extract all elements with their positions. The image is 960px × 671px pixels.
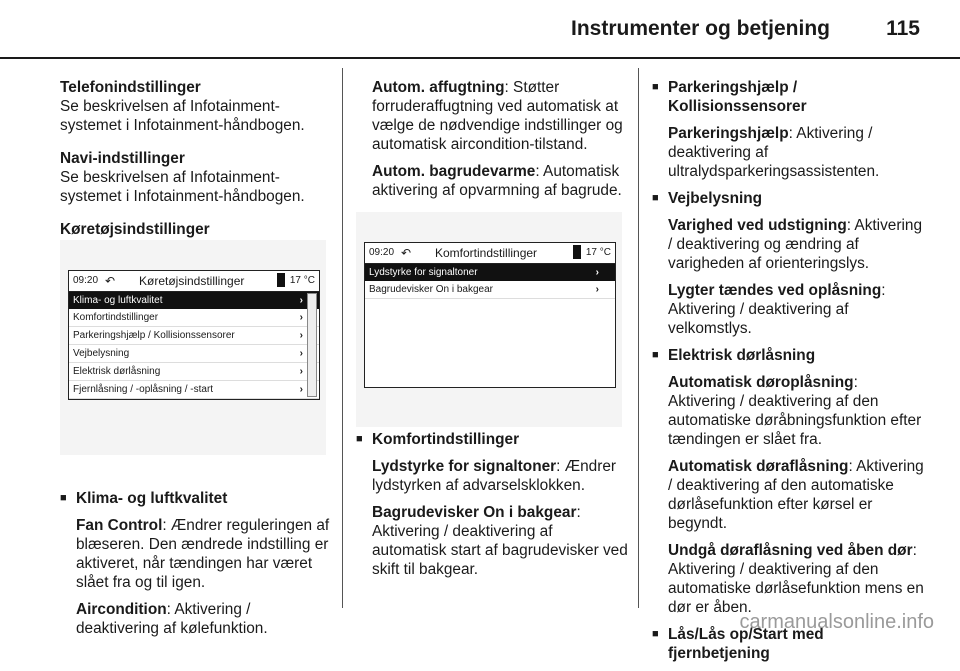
setting-text: : Aktivering / deaktivering af den automatiske dørlåsefunktion mens en dør er åben. [668,542,924,616]
section-heading: Telefonindstillinger [60,79,201,96]
column-divider [638,68,639,608]
section-heading: Køretøjsindstillinger [60,221,210,238]
display-topbar [365,243,615,264]
menu-item[interactable]: Parkeringshjælp / Kollisionssensorer › [69,327,319,345]
setting-auto-lock [652,457,928,533]
setting-label: Autom. affugtning [372,79,505,96]
section-body: Se beskrivelsen af Infotainment-systemet i Infotainment-håndbogen. [60,169,305,205]
chevron-right-icon: › [299,295,303,306]
back-icon: ↶ [105,274,116,288]
empty-area [365,299,615,387]
setting-text: : Automatisk aktivering af opvarmning af bagrude. [372,163,622,199]
setting-text: : Støtter forruderaffugtning ved automatisk at vælge de nødvendige indstillinger og automatisk aircondition-tilstand. [372,79,623,153]
comfort-settings-screenshot [356,212,622,427]
scrollbar[interactable] [307,293,317,397]
menu-item[interactable]: Komfortindstillinger › [69,309,319,327]
page-number: 115 [886,17,920,40]
menu-item[interactable]: Vejbelysning › [69,345,319,363]
setting-open-door [652,541,928,617]
page-title: Instrumenter og betjening [570,17,830,40]
setting-label: Autom. bagrudevarme [372,163,536,180]
chevron-right-icon: › [299,312,303,323]
setting-ac [60,600,332,638]
setting-text: : Ændrer reguleringen af blæseren. Den ændrede indstilling er aktiveret, når tændingen har været slået fra og til igen. [76,517,330,591]
temperature: 17 °C [585,247,611,258]
chevron-right-icon: › [595,267,599,278]
setting-wiper [356,503,628,579]
setting-rear-heat [356,162,628,200]
section-heading: Navi-indstillinger [60,150,185,167]
vehicle-settings-screenshot [60,240,326,455]
setting-text: : Aktivering / deaktivering af automatisk start af bagrudevisker ved skift til bakgear. [372,504,628,578]
section-vehicle [60,220,332,239]
setting-label: Automatisk døraflåsning [668,458,849,475]
setting-label: Lygter tændes ved oplåsning [668,282,882,299]
setting-label: Fan Control [76,517,163,534]
thermometer-icon [277,273,285,287]
setting-welcome-lights [652,281,928,338]
setting-label: Aircondition [76,601,167,618]
setting-parking [652,124,928,181]
section-telephone [60,78,332,135]
screen-title: Komfortindstillinger [435,246,538,260]
setting-label: Automatisk døroplåsning [668,374,854,391]
chevron-right-icon: › [299,366,303,377]
setting-text: : Aktivering / deaktivering af den automatiske døråbningsfunktion efter tændingen er slået fra. [668,374,922,448]
setting-text: : Aktivering / deaktivering af ultralydsparkeringsassistenten. [668,125,880,180]
bullet-heading: ■ Parkeringshjælp / Kollisionssensorer [652,78,928,116]
header-rule [0,57,960,59]
setting-text: : Aktivering / deaktivering af kølefunktion. [76,601,268,637]
setting-label: Undgå døraflåsning ved åben dør [668,542,913,559]
chevron-right-icon: › [299,384,303,395]
menu-item[interactable]: Bagrudevisker On i bakgear › [365,281,615,299]
column-divider [342,68,343,608]
thermometer-icon [573,245,581,259]
page-header [0,0,960,58]
column-3 [652,78,928,671]
menu-item[interactable]: Fjernlåsning / -oplåsning / -start › [69,381,319,399]
display-screen [364,242,616,388]
setting-fan [60,516,332,592]
setting-label: Parkeringshjælp [668,125,789,142]
display-screen [68,270,320,400]
setting-defog [356,78,628,154]
menu-item[interactable]: Elektrisk dørlåsning › [69,363,319,381]
temperature: 17 °C [289,275,315,286]
bullet-heading: ■ Klima- og luftkvalitet [60,489,332,508]
setting-text: : Aktivering / deaktivering af velkomstlys. [668,282,886,337]
bullet-heading: ■ Vejbelysning [652,189,928,208]
section-body: Se beskrivelsen af Infotainment-systemet i Infotainment-håndbogen. [60,98,305,134]
setting-text: : Ændrer lydstyrken af advarselsklokken. [372,458,617,494]
watermark: carmanualsonline.info [739,611,934,633]
clock: 09:20 [73,275,99,286]
bullet-heading: ■ Lås/Lås op/Start med fjernbetjening [652,625,928,663]
setting-label: Varighed ved udstigning [668,217,847,234]
setting-text: : Aktivering / deaktivering af den automatiske dørlåsefunktion efter kørsel er begyndt. [668,458,924,532]
chevron-right-icon: › [299,348,303,359]
bullet-heading: ■ Elektrisk dørlåsning [652,346,928,365]
bullet-heading: ■ Komfortindstillinger [356,430,628,449]
setting-volume [356,457,628,495]
clock: 09:20 [369,247,395,258]
menu-item[interactable]: Lydstyrke for signaltoner › [365,264,615,281]
back-icon: ↶ [401,246,412,260]
chevron-right-icon: › [299,330,303,341]
setting-label: Lydstyrke for signaltoner [372,458,557,475]
setting-label: Bagrudevisker On i bakgear [372,504,577,521]
setting-text: : Aktivering / deaktivering og ændring af varigheden af orienteringslys. [668,217,923,272]
screen-title: Køretøjsindstillinger [139,274,245,288]
display-topbar [69,271,319,292]
menu-item[interactable]: Klima- og luftkvalitet › [69,292,319,309]
chevron-right-icon: › [595,284,599,295]
setting-duration [652,216,928,273]
setting-auto-unlock [652,373,928,449]
section-navi [60,149,332,206]
